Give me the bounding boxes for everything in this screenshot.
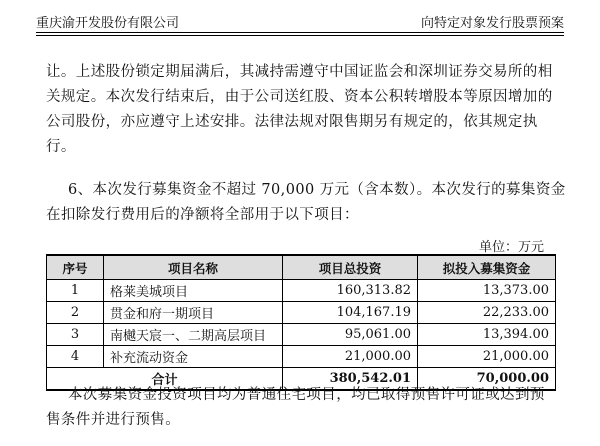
header-divider bbox=[36, 35, 564, 36]
row-project-name: 补充流动资金 bbox=[104, 346, 283, 368]
header-index: 序号 bbox=[47, 255, 104, 280]
unit-label: 单位：万元 bbox=[478, 240, 544, 255]
paragraph-line: 在扣除发行费用后的净额将全部用于以下项目： bbox=[46, 207, 359, 223]
row-planned-funds: 21,000.00 bbox=[418, 346, 556, 368]
table-header-row bbox=[47, 255, 556, 280]
total-investment-sum: 380,542.01 bbox=[283, 368, 418, 391]
lockup-paragraph bbox=[46, 60, 556, 160]
row-index: 1 bbox=[47, 280, 104, 302]
row-project-name: 格莱美城项目 bbox=[104, 280, 283, 302]
header-project-name: 项目名称 bbox=[104, 255, 283, 280]
row-index: 3 bbox=[47, 324, 104, 346]
row-index: 4 bbox=[47, 346, 104, 368]
paragraph-line: 本次募集资金投资项目均为普通住宅项目，均已取得预售许可证或达到预 bbox=[68, 387, 545, 403]
projects-table bbox=[46, 254, 556, 391]
page-header bbox=[36, 6, 564, 33]
paragraph-line: 让。上述股份锁定期届满后，其减持需遵守中国证监会和深圳证券交易所的相 bbox=[46, 64, 553, 80]
row-total-investment: 160,313.82 bbox=[283, 280, 418, 302]
table-row bbox=[47, 302, 556, 324]
total-label: 合计 bbox=[47, 368, 283, 391]
row-index: 2 bbox=[47, 302, 104, 324]
table-row bbox=[47, 346, 556, 368]
paragraph-line: 售条件并进行预售。 bbox=[46, 412, 181, 428]
table-row bbox=[47, 280, 556, 302]
row-project-name: 南樾天宸一、二期高层项目 bbox=[104, 324, 283, 346]
paragraph-line: 关规定。本次发行结束后，由于公司送红股、资本公积转增股本等原因增加的 bbox=[46, 89, 553, 105]
project-status-paragraph bbox=[46, 383, 556, 433]
company-name: 重庆渝开发股份有限公司 bbox=[36, 16, 180, 31]
row-planned-funds: 13,373.00 bbox=[418, 280, 556, 302]
header-planned-funds: 拟投入募集资金 bbox=[418, 255, 556, 280]
row-total-investment: 104,167.19 bbox=[283, 302, 418, 324]
row-planned-funds: 13,394.00 bbox=[418, 324, 556, 346]
paragraph-line: 公司股份，亦应遵守上述安排。法律法规对限售期另有规定的，依其规定执 bbox=[46, 114, 538, 130]
table-row bbox=[47, 324, 556, 346]
fundraising-paragraph bbox=[46, 178, 566, 228]
paragraph-line: 6、本次发行募集资金不超过 70,000 万元（含本数）。本次发行的募集资金 bbox=[68, 182, 566, 198]
row-project-name: 贯金和府一期项目 bbox=[104, 302, 283, 324]
header-total-investment: 项目总投资 bbox=[283, 255, 418, 280]
paragraph-line: 行。 bbox=[46, 139, 76, 155]
row-total-investment: 21,000.00 bbox=[283, 346, 418, 368]
document-title: 向特定对象发行股票预案 bbox=[420, 16, 564, 31]
row-total-investment: 95,061.00 bbox=[283, 324, 418, 346]
total-planned-funds-sum: 70,000.00 bbox=[418, 368, 556, 391]
row-planned-funds: 22,233.00 bbox=[418, 302, 556, 324]
